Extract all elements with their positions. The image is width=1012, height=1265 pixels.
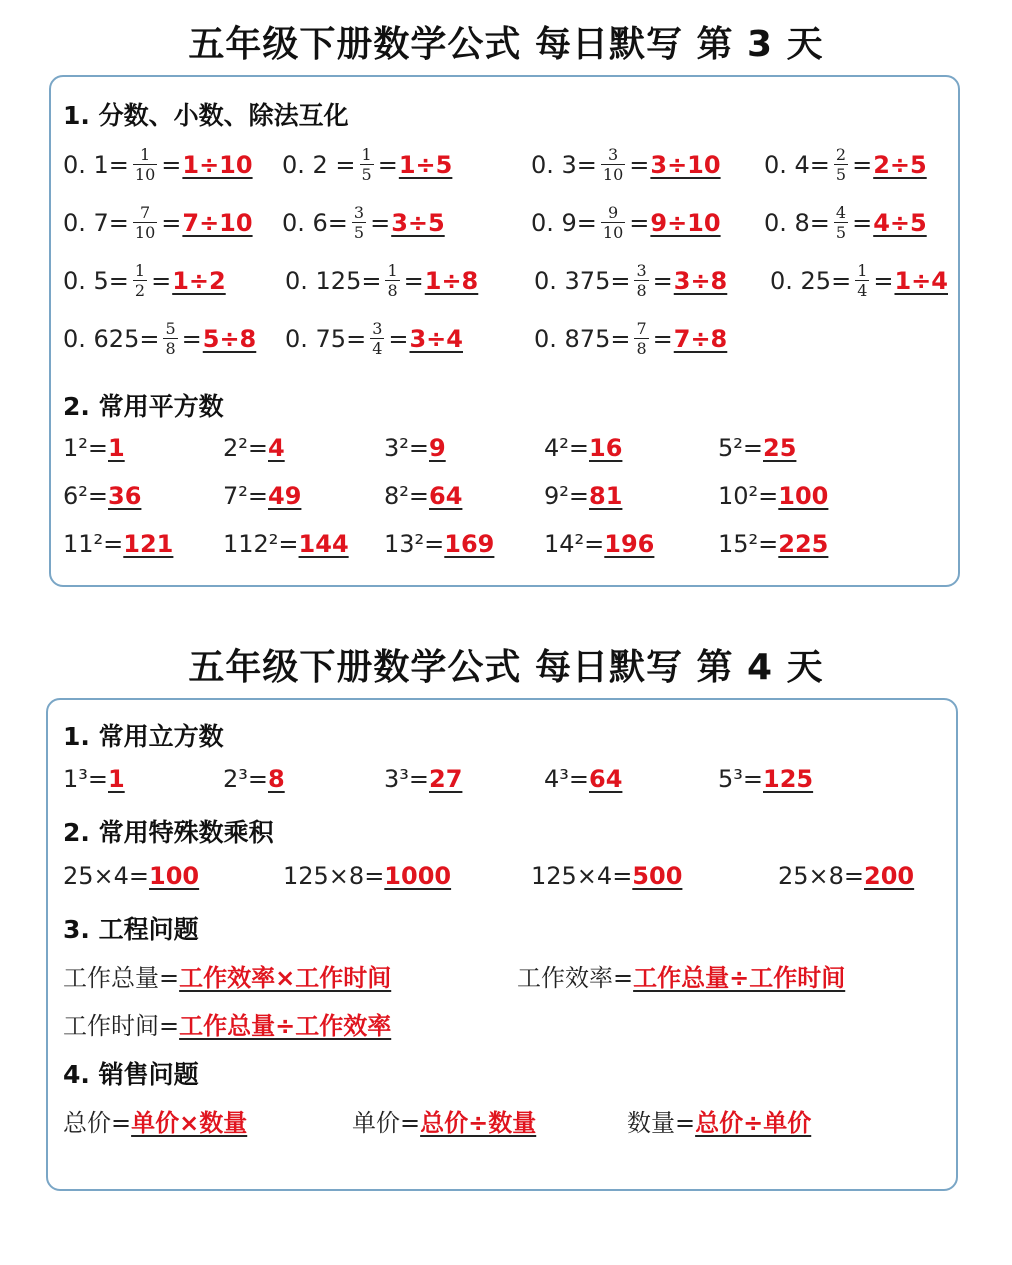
day3-section2-heading: 2. 常用平方数 — [63, 392, 224, 421]
fraction-numerator: 1 — [387, 261, 398, 280]
fraction — [370, 319, 384, 358]
fraction — [601, 203, 625, 242]
division-answer: 3÷10 — [650, 150, 721, 179]
fraction — [133, 261, 147, 300]
fraction-numerator: 1 — [857, 261, 868, 280]
formula-item — [63, 482, 141, 510]
formula-item — [544, 765, 622, 793]
fraction-numerator: 7 — [636, 319, 647, 338]
decimal-label: 0. 625= — [63, 324, 160, 353]
formula-answer: 81 — [589, 482, 623, 510]
fraction-item — [531, 203, 721, 242]
division-answer: 4÷5 — [873, 208, 927, 237]
fraction-item — [63, 261, 226, 300]
formula-answer: 169 — [444, 530, 495, 558]
division-answer: 7÷8 — [673, 324, 728, 353]
formula-answer: 121 — [123, 530, 174, 558]
fraction-denominator: 5 — [835, 165, 847, 184]
formula-question: 工作效率= — [517, 964, 634, 992]
decimal-label: 0. 9= — [531, 208, 597, 237]
day4-section4-heading: 4. 销售问题 — [63, 1060, 199, 1089]
formula-question: 14²= — [544, 530, 605, 558]
fraction — [385, 261, 399, 300]
formula-answer: 总价÷单价 — [695, 1109, 812, 1137]
fraction-denominator: 10 — [602, 223, 624, 242]
fraction — [352, 203, 366, 242]
formula-item — [384, 434, 456, 462]
day3-section1-heading: 1. 分数、小数、除法互化 — [63, 101, 349, 130]
formula-answer: 16 — [589, 434, 623, 462]
formula-question: 工作总量= — [63, 964, 180, 992]
formula-item — [517, 958, 845, 993]
formula-item — [384, 765, 462, 793]
fraction-item — [282, 145, 452, 184]
decimal-label: 0. 375= — [534, 266, 631, 295]
formula-item — [223, 530, 349, 558]
division-answer: 7÷10 — [182, 208, 253, 237]
fraction-numerator: 4 — [835, 203, 847, 222]
fraction — [834, 203, 848, 242]
fraction-numerator: 1 — [139, 145, 151, 164]
formula-question: 1²= — [63, 434, 108, 462]
formula-answer: 总价÷数量 — [420, 1109, 537, 1137]
fraction-numerator: 1 — [361, 145, 372, 164]
formula-answer: 100 — [778, 482, 829, 510]
day4-section2-heading: 2. 常用特殊数乘积 — [63, 818, 274, 847]
formula-question: 9²= — [544, 482, 589, 510]
fraction-denominator: 8 — [636, 281, 647, 300]
formula-answer: 125 — [763, 765, 814, 793]
equals-sign: = — [652, 324, 673, 353]
fraction-numerator: 3 — [353, 203, 365, 222]
formula-item — [283, 862, 451, 890]
fraction-denominator: 10 — [134, 165, 156, 184]
formula-question: 112²= — [223, 530, 299, 558]
equals-sign: = — [151, 266, 172, 295]
formula-question: 10²= — [718, 482, 779, 510]
decimal-label: 0. 125= — [285, 266, 382, 295]
decimal-label: 0. 875= — [534, 324, 631, 353]
fraction-denominator: 5 — [835, 223, 847, 242]
decimal-label: 0. 3= — [531, 150, 597, 179]
fraction-item — [534, 319, 727, 358]
formula-question: 15²= — [718, 530, 779, 558]
fraction — [601, 145, 625, 184]
equals-sign: = — [629, 208, 650, 237]
formula-question: 4²= — [544, 434, 589, 462]
formula-question: 5³= — [718, 765, 763, 793]
equals-sign: = — [852, 150, 873, 179]
formula-question: 总价= — [63, 1109, 132, 1137]
fraction-numerator: 3 — [372, 319, 383, 338]
fraction — [133, 203, 157, 242]
formula-answer: 1 — [108, 765, 125, 793]
formula-question: 6²= — [63, 482, 108, 510]
formula-answer: 1000 — [384, 862, 452, 890]
formula-question: 125×8= — [283, 862, 385, 890]
formula-answer: 200 — [864, 862, 915, 890]
formula-answer: 36 — [108, 482, 142, 510]
fraction-numerator: 9 — [607, 203, 619, 222]
division-answer: 1÷8 — [424, 266, 479, 295]
equals-sign: = — [852, 208, 873, 237]
formula-question: 5²= — [718, 434, 763, 462]
formula-question: 8²= — [384, 482, 429, 510]
formula-item — [384, 530, 494, 558]
formula-question: 2²= — [223, 434, 268, 462]
fraction-item — [282, 203, 445, 242]
formula-answer: 25 — [763, 434, 797, 462]
day4-title: 五年级下册数学公式 每日默写 第 4 天 — [188, 647, 824, 688]
formula-answer: 工作效率×工作时间 — [179, 964, 392, 992]
formula-question: 3²= — [384, 434, 429, 462]
decimal-label: 0. 1= — [63, 150, 129, 179]
equals-sign: = — [873, 266, 894, 295]
division-answer: 3÷8 — [673, 266, 728, 295]
formula-item — [627, 1103, 811, 1138]
division-answer: 1÷5 — [398, 150, 453, 179]
division-answer: 3÷5 — [391, 208, 445, 237]
formula-answer: 144 — [298, 530, 349, 558]
decimal-label: 0. 7= — [63, 208, 129, 237]
fraction-item — [285, 319, 463, 358]
formula-item — [718, 434, 796, 462]
formula-answer: 4 — [268, 434, 285, 462]
fraction-denominator: 10 — [602, 165, 624, 184]
formula-item — [63, 434, 135, 462]
fraction-numerator: 7 — [139, 203, 151, 222]
formula-item — [63, 765, 135, 793]
division-answer: 1÷2 — [172, 266, 226, 295]
fraction — [133, 145, 157, 184]
formula-question: 25×4= — [63, 862, 150, 890]
formula-item — [531, 862, 682, 890]
formula-answer: 单价×数量 — [131, 1109, 248, 1137]
equals-sign: = — [370, 208, 391, 237]
formula-question: 25×8= — [778, 862, 865, 890]
formula-answer: 8 — [268, 765, 285, 793]
formula-item — [544, 530, 654, 558]
fraction-item — [63, 145, 253, 184]
fraction-item — [63, 319, 256, 358]
formula-answer: 1 — [108, 434, 125, 462]
decimal-label: 0. 8= — [764, 208, 830, 237]
division-answer: 1÷10 — [182, 150, 253, 179]
fraction — [855, 261, 869, 300]
fraction — [634, 261, 648, 300]
equals-sign: = — [377, 150, 398, 179]
fraction — [834, 145, 848, 184]
formula-question: 4³= — [544, 765, 589, 793]
formula-question: 3³= — [384, 765, 429, 793]
formula-answer: 100 — [149, 862, 200, 890]
formula-item — [544, 434, 622, 462]
formula-item — [223, 434, 295, 462]
equals-sign: = — [403, 266, 424, 295]
formula-item — [718, 765, 813, 793]
fraction-numerator: 5 — [165, 319, 176, 338]
formula-answer: 工作总量÷工作效率 — [179, 1012, 392, 1040]
formula-answer: 225 — [778, 530, 829, 558]
division-answer: 5÷8 — [202, 324, 257, 353]
fraction-numerator: 3 — [607, 145, 619, 164]
fraction-denominator: 8 — [636, 339, 647, 358]
fraction-item — [764, 145, 927, 184]
formula-question: 11²= — [63, 530, 124, 558]
formula-item — [63, 958, 391, 993]
fraction-numerator: 3 — [636, 261, 647, 280]
fraction-numerator: 2 — [835, 145, 847, 164]
formula-question: 1³= — [63, 765, 108, 793]
formula-item — [352, 1103, 536, 1138]
formula-item — [223, 765, 295, 793]
formula-item — [544, 482, 622, 510]
decimal-label: 0. 2 = — [282, 150, 356, 179]
fraction-denominator: 8 — [387, 281, 398, 300]
fraction-denominator: 10 — [134, 223, 156, 242]
decimal-label: 0. 4= — [764, 150, 830, 179]
formula-answer: 工作总量÷工作时间 — [633, 964, 846, 992]
formula-item — [384, 482, 462, 510]
decimal-label: 0. 25= — [770, 266, 852, 295]
equals-sign: = — [652, 266, 673, 295]
formula-item — [63, 1006, 391, 1041]
fraction-item — [534, 261, 727, 300]
decimal-label: 0. 75= — [285, 324, 367, 353]
day4-section3-heading: 3. 工程问题 — [63, 915, 199, 944]
formula-item — [63, 1103, 247, 1138]
formula-question: 数量= — [627, 1109, 696, 1137]
formula-item — [718, 530, 828, 558]
formula-answer: 64 — [589, 765, 623, 793]
equals-sign: = — [161, 208, 182, 237]
formula-item — [778, 862, 914, 890]
fraction — [634, 319, 648, 358]
formula-question: 125×4= — [531, 862, 633, 890]
equals-sign: = — [629, 150, 650, 179]
formula-answer: 500 — [632, 862, 683, 890]
fraction-item — [770, 261, 948, 300]
formula-item — [63, 530, 173, 558]
formula-question: 单价= — [352, 1109, 421, 1137]
fraction-numerator: 1 — [134, 261, 146, 280]
formula-answer: 196 — [604, 530, 655, 558]
division-answer: 1÷4 — [894, 266, 948, 295]
division-answer: 2÷5 — [873, 150, 927, 179]
equals-sign: = — [388, 324, 409, 353]
day3-title: 五年级下册数学公式 每日默写 第 3 天 — [188, 24, 824, 65]
formula-answer: 64 — [429, 482, 463, 510]
formula-question: 7²= — [223, 482, 268, 510]
fraction-item — [764, 203, 927, 242]
formula-answer: 9 — [429, 434, 446, 462]
fraction — [360, 145, 374, 184]
fraction-denominator: 5 — [361, 165, 372, 184]
formula-answer: 27 — [429, 765, 463, 793]
day4-section1-heading: 1. 常用立方数 — [63, 722, 224, 751]
equals-sign: = — [181, 324, 202, 353]
formula-item — [223, 482, 301, 510]
formula-question: 2³= — [223, 765, 268, 793]
fraction-denominator: 2 — [134, 281, 146, 300]
fraction-denominator: 4 — [372, 339, 383, 358]
decimal-label: 0. 6= — [282, 208, 348, 237]
fraction-denominator: 4 — [857, 281, 868, 300]
formula-item — [63, 862, 199, 890]
decimal-label: 0. 5= — [63, 266, 129, 295]
fraction-item — [531, 145, 721, 184]
fraction-item — [285, 261, 478, 300]
division-answer: 3÷4 — [409, 324, 463, 353]
formula-question: 13²= — [384, 530, 445, 558]
formula-item — [718, 482, 828, 510]
fraction-item — [63, 203, 253, 242]
equals-sign: = — [161, 150, 182, 179]
fraction-denominator: 5 — [353, 223, 365, 242]
fraction-denominator: 8 — [165, 339, 176, 358]
formula-question: 工作时间= — [63, 1012, 180, 1040]
formula-answer: 49 — [268, 482, 302, 510]
fraction — [163, 319, 177, 358]
division-answer: 9÷10 — [650, 208, 721, 237]
